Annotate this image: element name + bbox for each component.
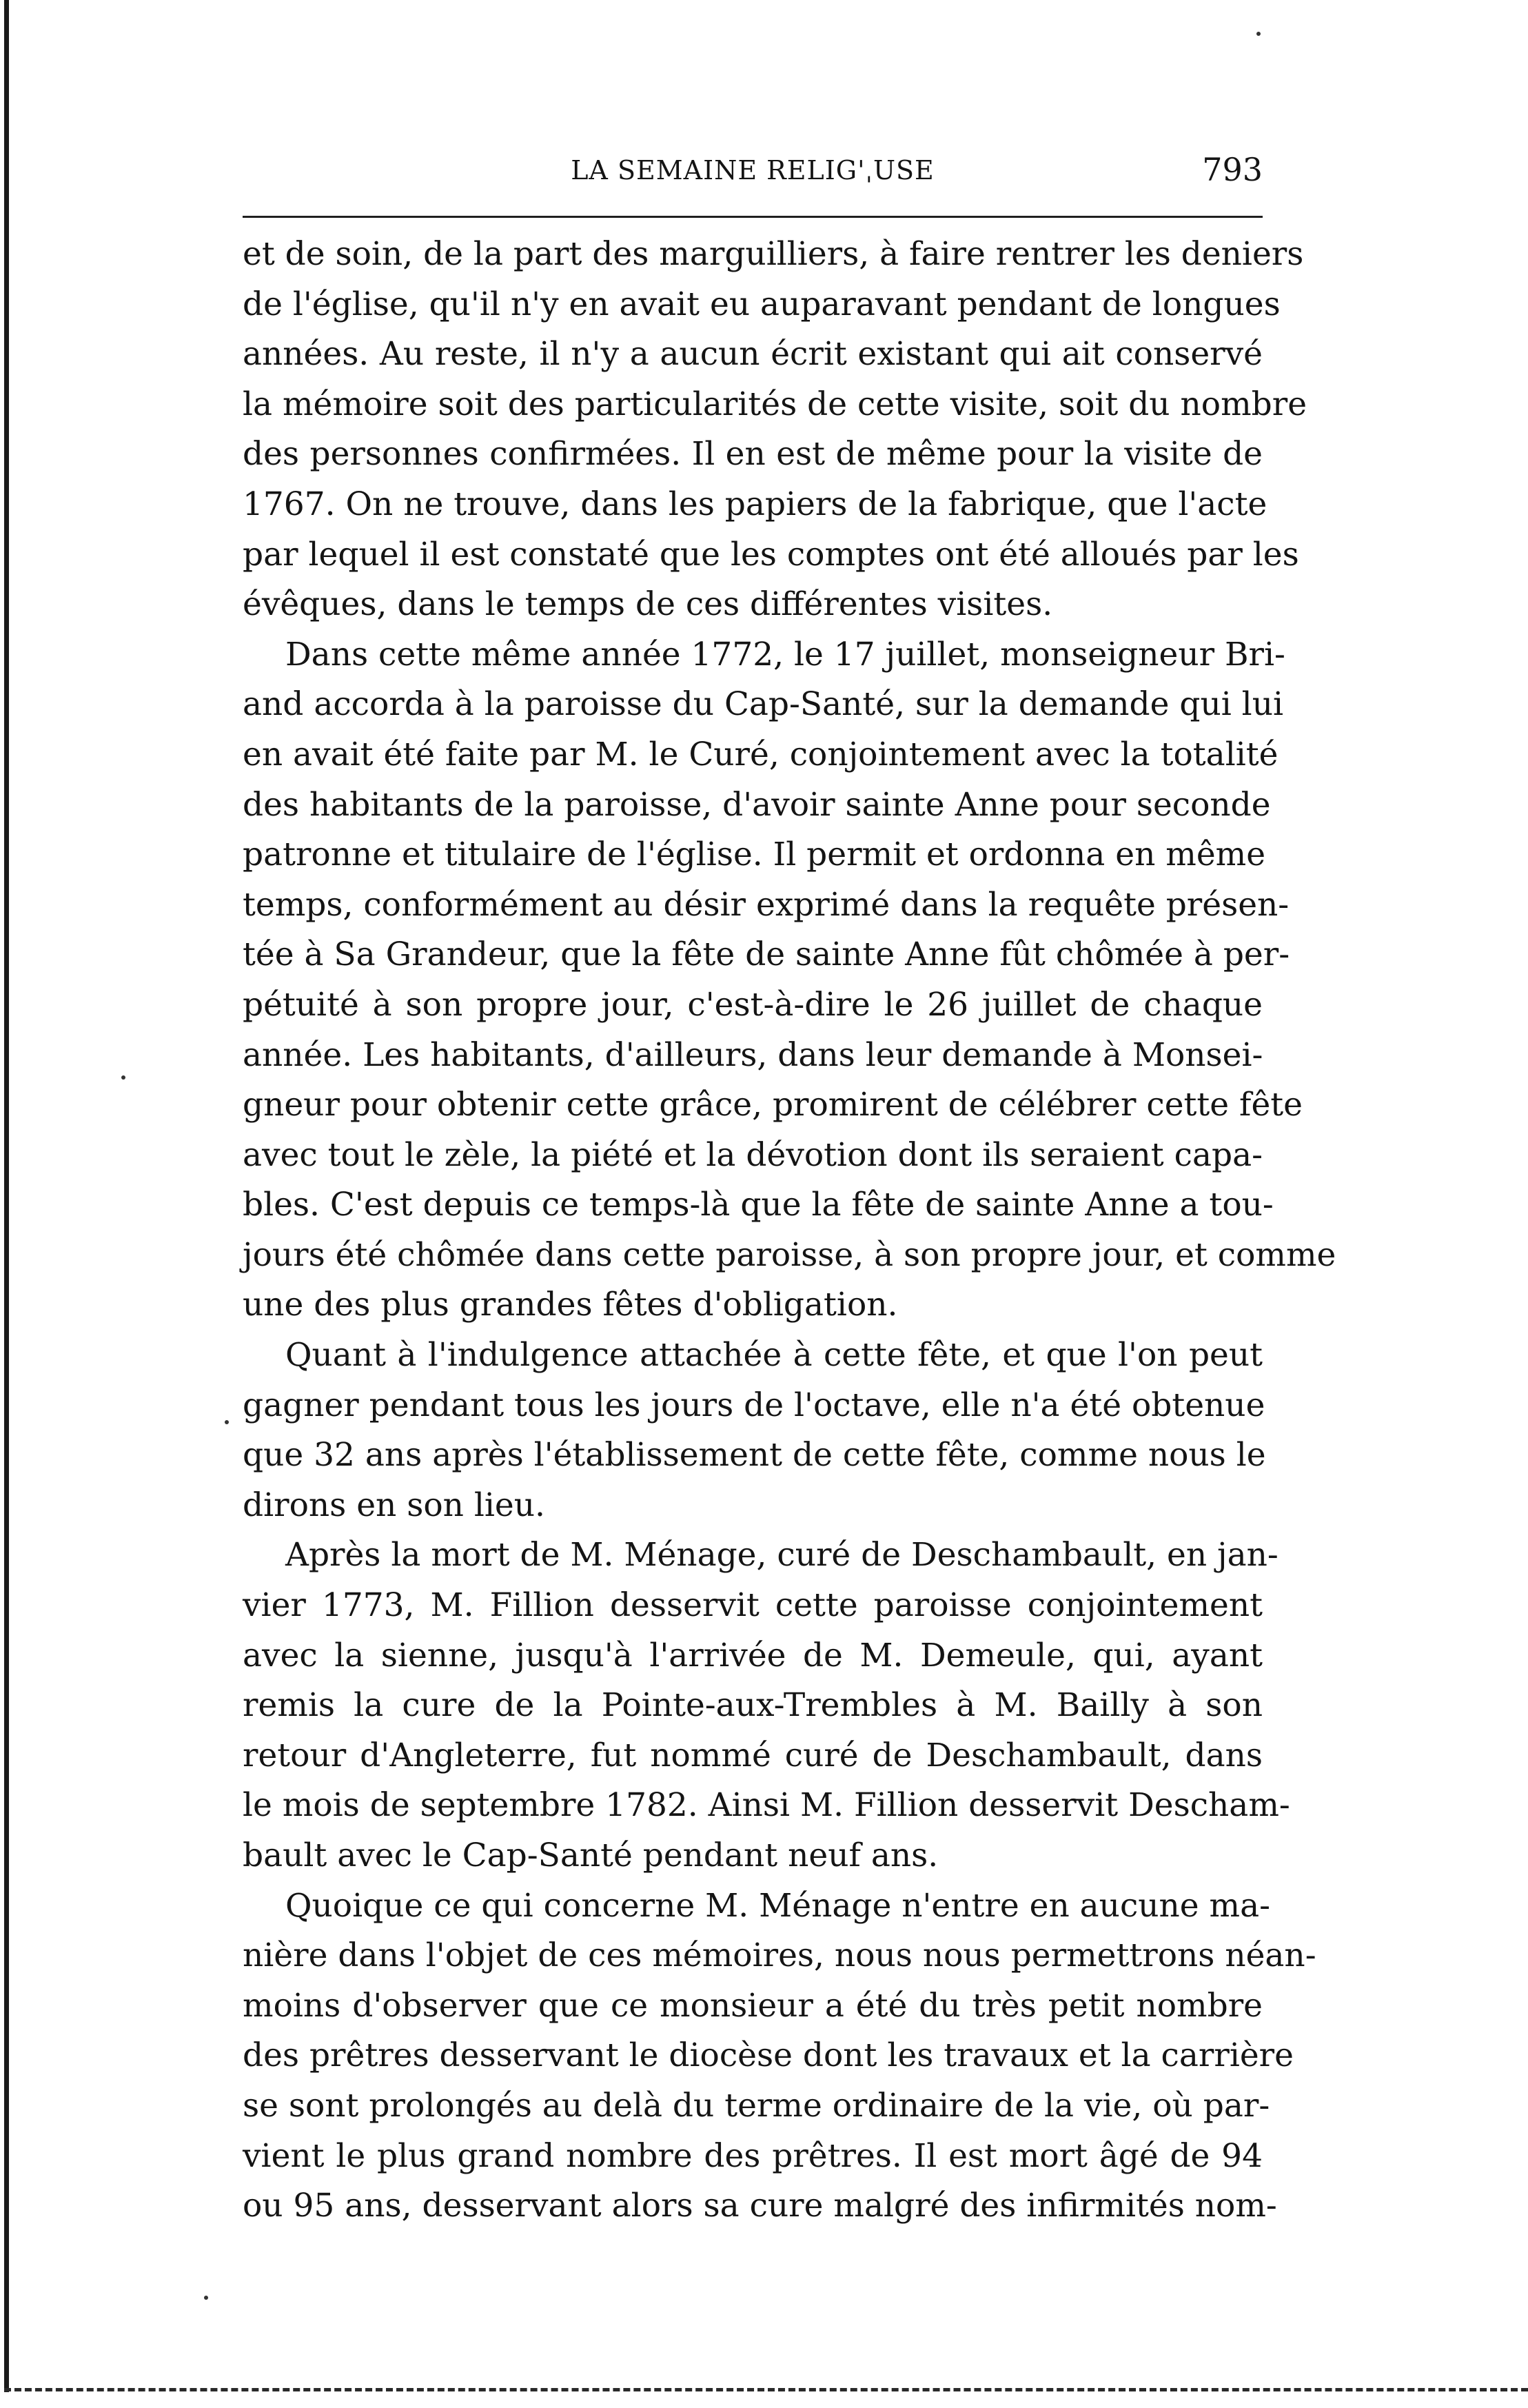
text-line: bault avec le Cap-Santé pendant neuf ans. — [243, 1837, 939, 1874]
scan-speck — [1256, 32, 1261, 36]
text-line: moins d'observer que ce monsieur a été du très petit nombre — [243, 1986, 1263, 2025]
text-line: gagner pendant tous les jours de l'octave, elle n'a été obtenue — [243, 1386, 1265, 1424]
text-line: des prêtres desservant le diocèse dont les travaux et la carrière — [243, 2036, 1294, 2075]
page-header — [243, 151, 1263, 196]
text-line: une des plus grandes fêtes d'obligation. — [243, 1286, 898, 1324]
scan-speck — [225, 1420, 229, 1424]
text-line: ou 95 ans, desservant alors sa cure malgré des infirmités nom- — [243, 2187, 1277, 2225]
text-line: Dans cette même année 1772, le 17 juillet, monseigneur Bri- — [285, 635, 1285, 674]
text-line: années. Au reste, il n'y a aucun écrit existant qui ait conservé — [243, 335, 1263, 374]
text-line: nière dans l'objet de ces mémoires, nous nous permettrons néan- — [243, 1936, 1316, 1975]
scan-speck — [204, 2296, 208, 2300]
text-line: en avait été faite par M. le Curé, conjointement avec la totalité — [243, 735, 1279, 773]
body-text — [243, 230, 1336, 2232]
text-line: des habitants de la paroisse, d'avoir sainte Anne pour seconde — [243, 785, 1271, 824]
text-line: jours été chômée dans cette paroisse, à son propre jour, et comme — [243, 1235, 1336, 1274]
scan-edge-bottom — [4, 2388, 1528, 2391]
text-line: avec tout le zèle, la piété et la dévotion dont ils seraient capa- — [243, 1135, 1263, 1174]
text-line: année. Les habitants, d'ailleurs, dans leur demande à Monsei- — [243, 1035, 1263, 1074]
text-line: pétuité à son propre jour, c'est-à-dire le 26 juillet de chaque — [243, 985, 1263, 1024]
text-line: retour d'Angleterre, fut nommé curé de Deschambault, dans — [243, 1736, 1263, 1774]
text-line: le mois de septembre 1782. Ainsi M. Fillion desservit Descham- — [243, 1786, 1290, 1825]
text-line: bles. C'est depuis ce temps-là que la fête de sainte Anne a tou- — [243, 1186, 1274, 1224]
text-line: des personnes confirmées. Il en est de même pour la visite de — [243, 435, 1263, 474]
text-line: vier 1773, M. Fillion desservit cette paroisse conjointement — [243, 1586, 1263, 1625]
text-line: and accorda à la paroisse du Cap-Santé, sur la demande qui lui — [243, 685, 1284, 724]
scan-speck — [121, 1075, 125, 1080]
text-line: avec la sienne, jusqu'à l'arrivée de M. Demeule, qui, ayant — [243, 1636, 1263, 1675]
text-line: que 32 ans après l'établissement de cette fête, comme nous le — [243, 1436, 1266, 1475]
scan-edge-left — [4, 0, 9, 2392]
text-line: 1767. On ne trouve, dans les papiers de la fabrique, que l'acte — [243, 485, 1267, 523]
text-line: patronne et titulaire de l'église. Il permit et ordonna en même — [243, 836, 1266, 874]
text-line: vient le plus grand nombre des prêtres. Il est mort âgé de 94 — [243, 2136, 1263, 2175]
text-line: Quant à l'indulgence attachée à cette fête, et que l'on peut — [285, 1336, 1263, 1375]
text-line: et de soin, de la part des marguilliers, à faire rentrer les deniers — [243, 235, 1304, 273]
text-line: Quoique ce qui concerne M. Ménage n'entre en aucune ma- — [285, 1886, 1271, 1925]
page-number: 793 — [1202, 151, 1263, 188]
text-line: évêques, dans le temps de ces différentes visites. — [243, 585, 1053, 624]
text-line: Après la mort de M. Ménage, curé de Deschambault, en jan- — [285, 1536, 1279, 1575]
text-line: tée à Sa Grandeur, que la fête de sainte Anne fût chômée à per- — [243, 935, 1290, 974]
text-line: la mémoire soit des particularités de cette visite, soit du nombre — [243, 385, 1307, 423]
running-title: LA SEMAINE RELIG'ˌUSE — [571, 155, 935, 185]
text-line: de l'église, qu'il n'y en avait eu auparavant pendant de longues — [243, 285, 1281, 323]
text-line: se sont prolongés au delà du terme ordinaire de la vie, où par- — [243, 2086, 1270, 2125]
text-line: gneur pour obtenir cette grâce, promirent de célébrer cette fête — [243, 1086, 1303, 1124]
text-line: temps, conformément au désir exprimé dans la requête présen- — [243, 885, 1290, 924]
header-rule — [243, 216, 1263, 218]
text-line: dirons en son lieu. — [243, 1486, 545, 1524]
text-line: par lequel il est constaté que les comptes ont été alloués par les — [243, 535, 1299, 574]
text-line: remis la cure de la Pointe-aux-Trembles à M. Bailly à son — [243, 1686, 1263, 1725]
